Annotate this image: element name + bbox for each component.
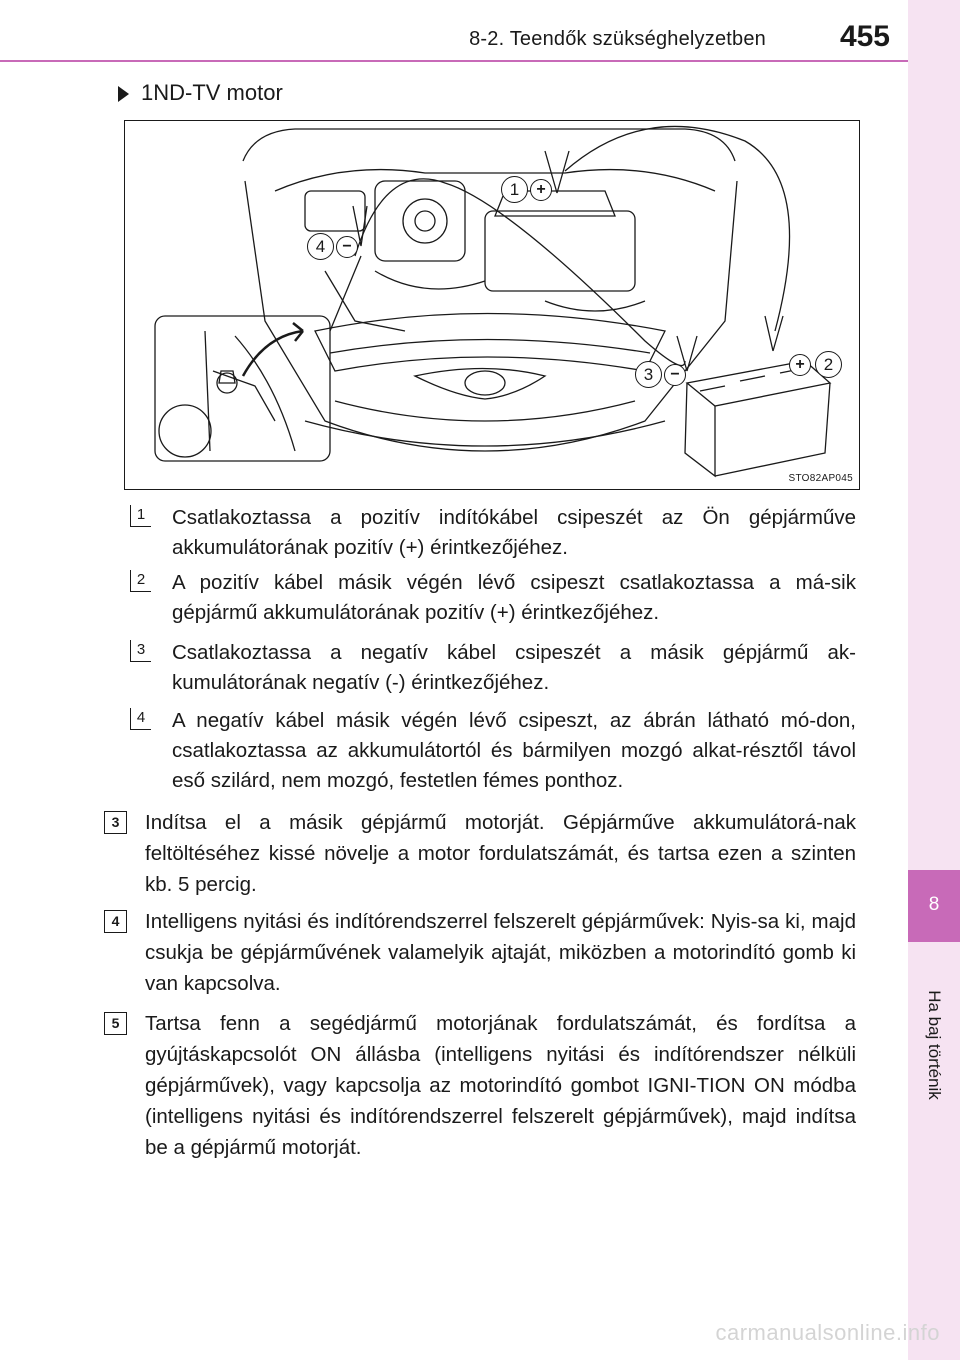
step-5 <box>104 1008 856 1163</box>
callout-3: 3 <box>635 361 662 388</box>
step-number: 4 <box>104 910 127 933</box>
chapter-label: Ha baj történik <box>925 990 944 1100</box>
step-3 <box>104 807 856 900</box>
polarity-plus-1: + <box>530 179 552 201</box>
step-number: 3 <box>104 811 127 834</box>
polarity-minus-4: − <box>336 236 358 258</box>
substep-text: A negatív kábel másik végén lévő csipeszt, az ábrán látható mó-don, csatlakoztassa az akkumulátortól és bármilyen mozgó alkat-résztől távol eső szilárd, nem mozgó, festetlen fémes ponthoz. <box>172 709 856 792</box>
watermark: carmanualsonline.info <box>715 1320 940 1345</box>
page-number: 455 <box>839 20 890 53</box>
substep-text: Csatlakoztassa a negatív kábel csipeszét a másik gépjármű ak-kumulátorának negatív (-) érintkezőjéhez. <box>172 641 856 694</box>
callout-2: 2 <box>815 351 842 378</box>
page-header <box>0 0 908 62</box>
substep-text: A pozitív kábel másik végén lévő csipeszt csatlakoztassa a má-sik gépjármű akkumulátorának pozitív (+) érintkezőjéhez. <box>172 571 856 624</box>
callout-1: 1 <box>501 176 528 203</box>
subsection-heading <box>118 80 283 106</box>
step-text: Intelligens nyitási és indítórendszerrel felszerelt gépjárművek: Nyis-sa ki, majd csukja be gépjárművének valamelyik ajtaját, miközben a motorindító gomb ki van kapcsolva. <box>145 910 856 995</box>
step-4 <box>104 906 856 999</box>
substep-1 <box>130 503 856 563</box>
chapter-number: 8 <box>928 894 940 915</box>
jump-start-illustration <box>124 120 860 490</box>
substep-3 <box>130 638 856 698</box>
step-text: Indítsa el a másik gépjármű motorját. Gépjárműve akkumulátorá-nak feltöltéséhez kissé növelje a motor fordulatszámát, és tartsa ezen a szinten kb. 5 percig. <box>145 811 856 896</box>
step-number: 5 <box>104 1012 127 1035</box>
header-rule <box>0 60 908 62</box>
triangle-bullet-icon <box>118 86 129 102</box>
polarity-plus-2: + <box>789 354 811 376</box>
figure-code: STO82AP045 <box>788 473 853 484</box>
substep-2 <box>130 568 856 628</box>
side-tab-strip <box>908 0 960 1360</box>
section-title: 8-2. Teendők szükséghelyzetben <box>469 28 766 50</box>
subsection-heading-text: 1ND-TV motor <box>141 80 283 105</box>
step-text: Tartsa fenn a segédjármű motorjának fordulatszámát, és fordítsa a gyújtáskapcsolót ON állásba (intelligens nyitási és indítórendszer nélküli gépjárművek), vagy kapcsolja az motorindító gombot IGNI-TION ON módba (intelligens nyitási és indítórendszerrel felszerelt gépjárművek), majd indítsa be a gépjármű motorját. <box>145 1012 856 1159</box>
callout-4: 4 <box>307 233 334 260</box>
substep-4 <box>130 706 856 796</box>
substep-number: 3 <box>130 640 151 662</box>
chapter-tab[interactable] <box>908 870 960 942</box>
substep-text: Csatlakoztassa a pozitív indítókábel csipeszét az Ön gépjárműve akkumulátorának pozitív (+) érintkezőjéhez. <box>172 506 856 559</box>
substep-number: 4 <box>130 708 151 730</box>
substep-number: 1 <box>130 505 151 527</box>
polarity-minus-3: − <box>664 364 686 386</box>
substep-number: 2 <box>130 570 151 592</box>
engine-bay-illustration <box>125 121 860 490</box>
